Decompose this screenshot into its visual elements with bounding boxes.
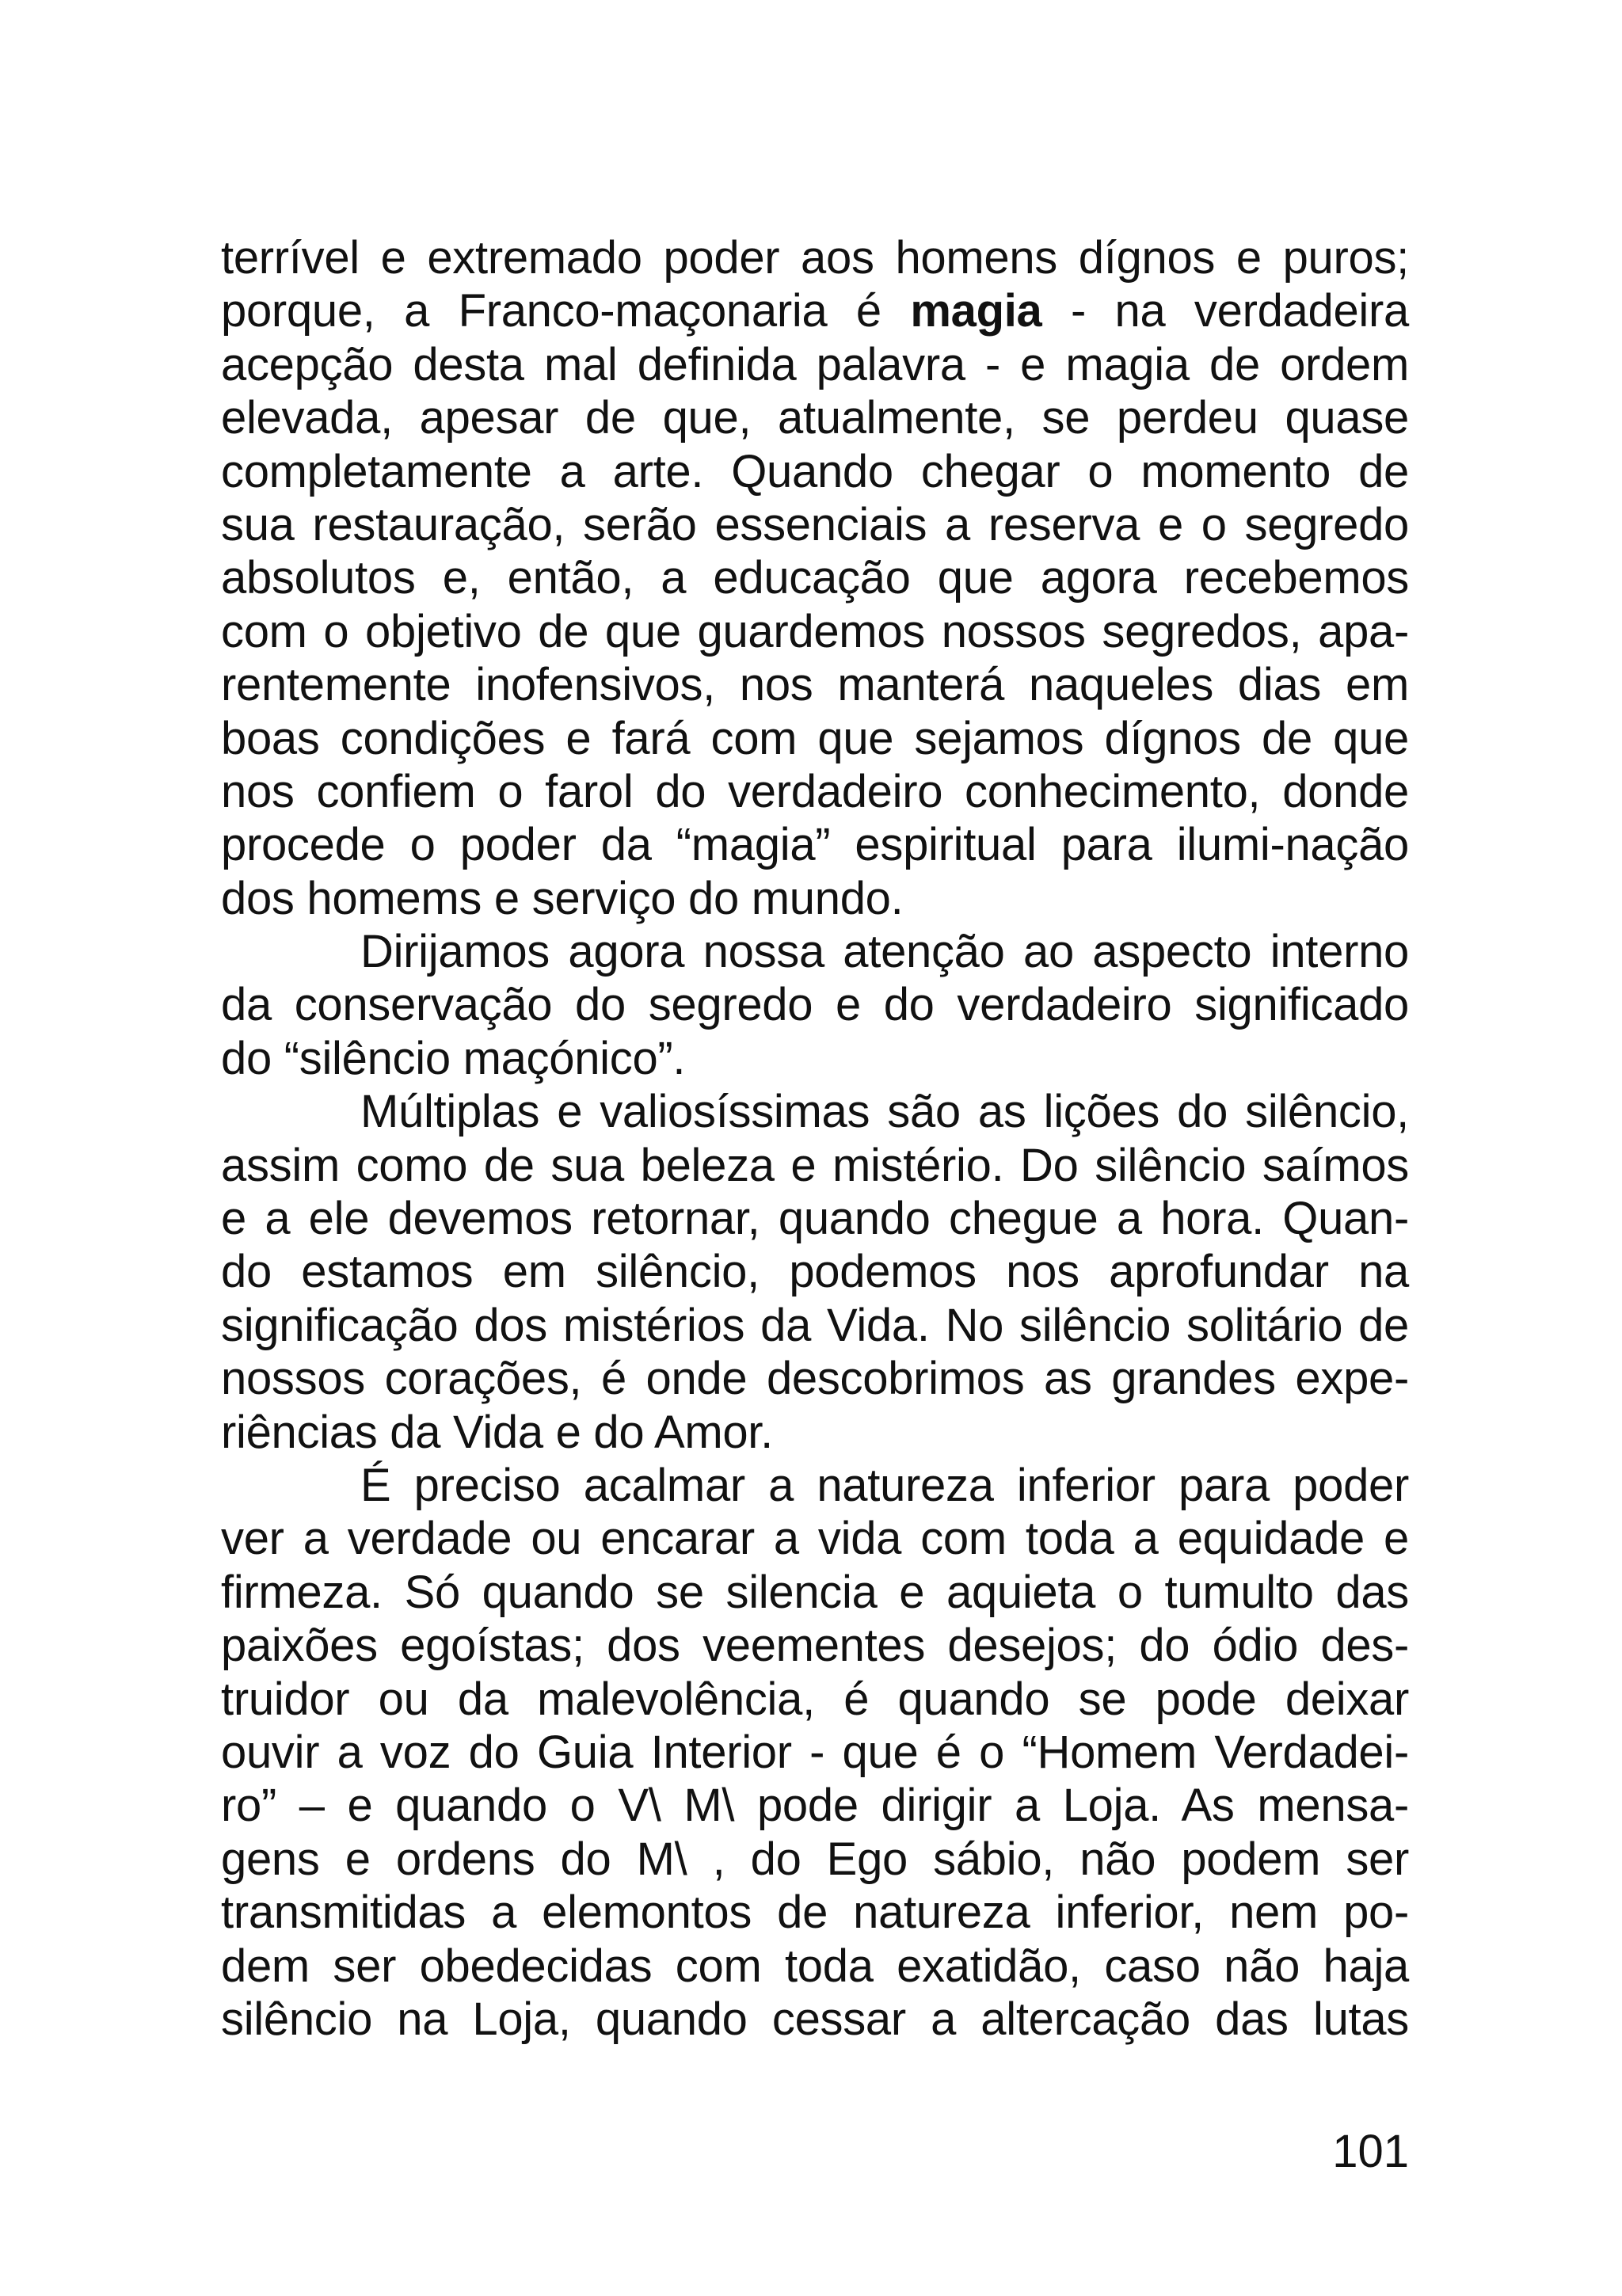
text-line: com o objetivo de que guardemos nossos segredos, apa- [221, 605, 1409, 657]
text-line: ro” – e quando o V\ M\ pode dirigir a Loja. As mensa- [221, 1780, 1409, 1832]
text-line: terrível e extremado poder aos homens dígnos e puros; [221, 232, 1409, 284]
text-line: e a ele devemos retornar, quando chegue a hora. Quan- [221, 1193, 1409, 1245]
text-line: absolutos e, então, a educação que agora recebemos [221, 552, 1409, 604]
text-line: boas condições e fará com que sejamos dígnos de que [221, 712, 1409, 764]
text-line: transmitidas a elemontos de natureza inferior, nem po- [221, 1887, 1409, 1939]
text-line: do “silêncio maçónico”. [221, 1032, 686, 1084]
text-line: ver a verdade ou encarar a vida com toda a equidade e [221, 1513, 1409, 1565]
paragraph [221, 1459, 1409, 2046]
text-segment: - na verdadeira [1041, 285, 1409, 337]
text-line: dos homems e serviço do mundo. [221, 872, 904, 924]
text-line: riências da Vida e do Amor. [221, 1406, 773, 1458]
text-line: procede o poder da “magia” espiritual para ilumi-nação [221, 819, 1409, 871]
text-line: paixões egoístas; dos veementes desejos; do ódio des- [221, 1620, 1409, 1672]
text-line: dem ser obedecidas com toda exatidão, caso não haja [221, 1940, 1409, 1992]
text-line: firmeza. Só quando se silencia e aquieta o tumulto das [221, 1566, 1409, 1618]
text-line: Múltiplas e valiosíssimas são as lições do silêncio, [360, 1086, 1409, 1138]
text-line: gens e ordens do M\ , do Ego sábio, não podem ser [221, 1833, 1409, 1885]
page-body [221, 231, 1409, 2046]
page-number: 101 [1332, 2126, 1409, 2177]
text-line: elevada, apesar de que, atualmente, se perdeu quase [221, 392, 1409, 444]
text-line: nos confiem o farol do verdadeiro conhecimento, donde [221, 765, 1409, 817]
paragraph [221, 1085, 1409, 1459]
paragraph-continuation [221, 231, 1409, 925]
text-line: da conservação do segredo e do verdadeiro significado [221, 979, 1409, 1031]
text-line: rentemente inofensivos, nos manterá naqueles dias em [221, 659, 1409, 711]
text-segment: porque, a Franco-maçonaria é [221, 285, 911, 337]
emphasis-word: magia [910, 285, 1042, 337]
text-line: truidor ou da malevolência, é quando se pode deixar [221, 1673, 1409, 1725]
text-line: Dirijamos agora nossa atenção ao aspecto interno [360, 926, 1409, 978]
text-line: ouvir a voz do Guia Interior - que é o “Homem Verdadei- [221, 1726, 1409, 1778]
text-line [221, 284, 1409, 337]
text-line: significação dos mistérios da Vida. No silêncio solitário de [221, 1299, 1409, 1351]
paragraph [221, 925, 1409, 1085]
text-line: acepção desta mal definida palavra - e magia de ordem [221, 338, 1409, 390]
text-line: assim como de sua beleza e mistério. Do silêncio saímos [221, 1139, 1409, 1191]
text-line: É preciso acalmar a natureza inferior para poder [360, 1459, 1409, 1511]
text-line: silêncio na Loja, quando cessar a altercação das lutas [221, 1993, 1409, 2045]
text-line: nossos corações, é onde descobrimos as grandes expe- [221, 1353, 1409, 1405]
text-line: do estamos em silêncio, podemos nos aprofundar na [221, 1246, 1409, 1298]
text-line: completamente a arte. Quando chegar o momento de [221, 445, 1409, 497]
text-line: sua restauração, serão essenciais a reserva e o segredo [221, 498, 1409, 550]
